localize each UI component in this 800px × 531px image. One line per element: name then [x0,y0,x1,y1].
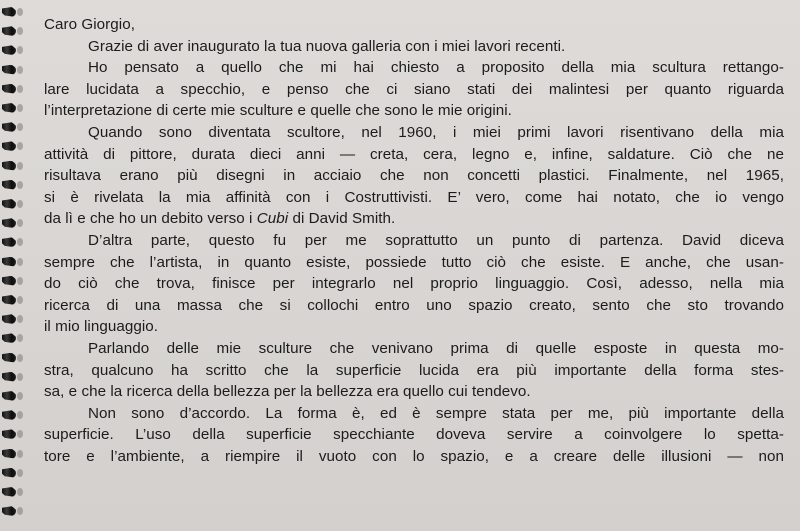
binding-ring [2,199,16,209]
text-line: l’interpretazione di certe mie sculture e quelle che sono le mie origini. [44,102,512,120]
text-line: tore e l’ambiente, a riempire il vuoto con lo spazio, e a creare delle illusioni — non [44,447,784,465]
binding-ring [2,449,16,459]
binding-ring [2,314,16,324]
binding-ring [2,468,16,478]
text-line: sa, e che la ricerca della bellezza per la bellezza era quello cui tendevo. [44,383,531,401]
text-line: Grazie di aver inaugurato la tua nuova galleria con i miei lavori recenti. [88,37,566,55]
text-line: superficie. L’uso della superficie specchiante doveva servire a coinvolgere lo spetta- [44,426,784,444]
text-line: Quando sono diventata scultore, nel 1960, i miei primi lavori risentivano della mia [88,123,784,141]
text-line: risultava erano più disegni in acciaio che non concetti plastici. Finalmente, nel 1965, [44,167,784,185]
binding-ring [2,26,16,36]
binding-ring [2,7,16,17]
binding-ring [2,103,16,113]
text-line: do ciò che trova, finisce per integrarlo nel proprio linguaggio. Così, adesso, nella mia [44,275,784,293]
binding-ring [2,353,16,363]
binding-ring [2,506,16,516]
binding-ring [2,295,16,305]
binding-ring [2,276,16,286]
text-line: lare lucidata a specchio, e penso che ci siano stati dei malintesi per quanto riguarda [44,80,784,98]
text-line: il mio linguaggio. [44,318,159,336]
binding-ring [2,141,16,151]
spiral-binding-icon [0,0,26,531]
binding-ring [2,410,16,420]
binding-ring [2,257,16,267]
text-line: Ho pensato a quello che mi hai chiesto a proposito della mia scultura rettango- [88,59,784,77]
salutation: Caro Giorgio, [44,16,135,33]
text-line: stra, qualcuno ha scritto che la superficie lucida era più importante della forma stes- [44,361,784,379]
text-line: attività di pittore, durata dieci anni — creta, cera, legno e, infine, saldature. Ciò che ne [44,145,784,163]
binding-ring [2,161,16,171]
text-line: ricerca di una massa che si collochi entro uno spazio creato, sento che sto trovando [44,296,784,314]
text-line: Parlando delle mie sculture che venivano prima di quelle esposte in questa mo- [88,339,784,357]
binding-ring [2,237,16,247]
letter-lines [44,36,784,468]
binding-ring [2,429,16,439]
binding-ring [2,333,16,343]
italic-title: Cubi [256,210,289,228]
text-line: da lì e che ho un debito verso i Cubi di David Smith. [44,210,396,228]
text-line: D’altra parte, questo fu per me soprattutto un punto di partenza. David diceva [88,231,784,249]
binding-ring [2,84,16,94]
text-line: sempre che l’artista, in quanto esiste, possiede tutto ciò che esiste. E anche, che usan- [44,253,784,271]
binding-ring [2,487,16,497]
binding-ring [2,372,16,382]
text-line: si è rivelata la mia affinità con i Costruttivisti. E’ vero, come hai notato, che io vengo [44,188,784,206]
binding-ring [2,65,16,75]
binding-ring [2,391,16,401]
binding-ring [2,45,16,55]
binding-ring [2,122,16,132]
text-line: Non sono d’accordo. La forma è, ed è sempre stata per me, più importante della [88,404,784,422]
letter-body [44,14,784,467]
binding-ring [2,180,16,190]
binding-ring [2,218,16,228]
